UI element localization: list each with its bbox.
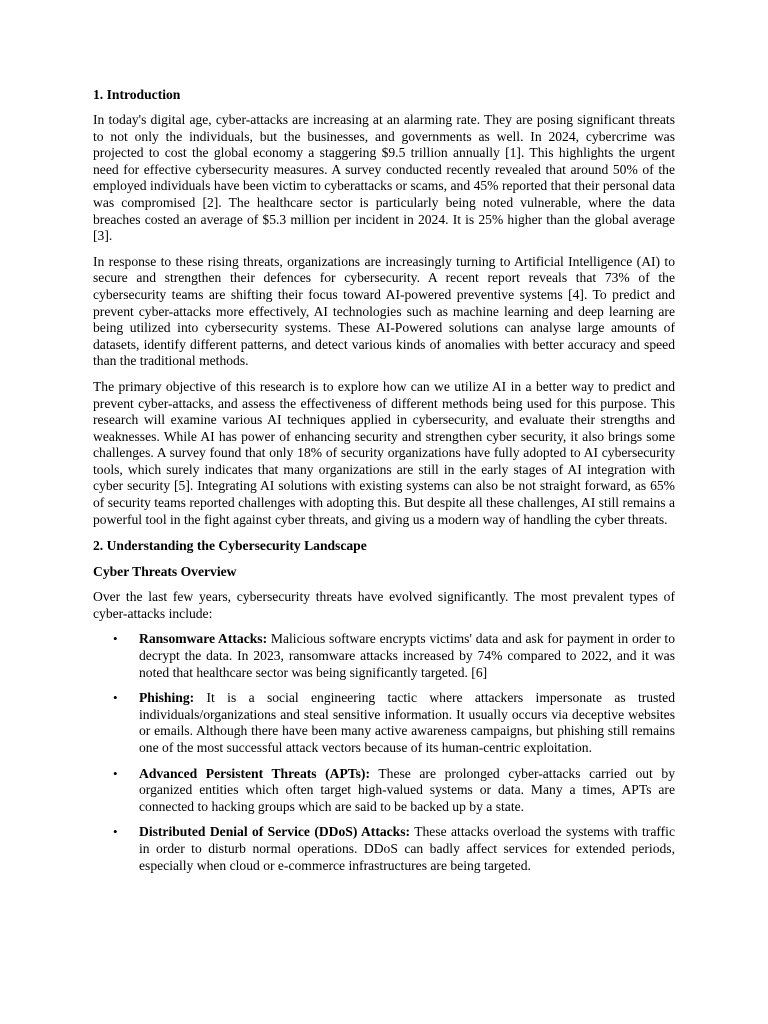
threats-list — [93, 631, 675, 874]
section-heading-landscape: 2. Understanding the Cybersecurity Landscape — [93, 538, 367, 554]
list-item-text: These are prolonged cyber-attacks carried out by organized entities which often target high-valued systems or data. Many a times, APTs are connected to hacking groups which are said to be backed up by a state. — [139, 765, 676, 814]
bullet-icon: • — [113, 765, 118, 781]
list-item-term: Ransomware Attacks: — [139, 631, 268, 647]
list-item-apts — [93, 766, 675, 816]
subheading-cyber-threats-overview: Cyber Threats Overview — [93, 564, 237, 580]
intro-paragraph-1: In today's digital age, cyber-attacks are increasing at an alarming rate. They are posing significant threats to not only the individuals, but the businesses, and governments as well. In 2024, cybercrime was projected to cost the global economy a staggering $9.5 trillion annually [1]. This highlights the urgent need for effective cybersecurity measures. A survey conducted recently revealed that around 50% of the employed individuals have been victim to cyberattacks or scams, and 45% reported that their personal data was compromised [2]. The healthcare sector is particularly being noted vulnerable, where the data breaches costed an average of $5.3 million per incident in 2024. It is 25% higher than the global average [3]. — [93, 112, 675, 244]
bullet-icon: • — [113, 824, 118, 840]
list-item-term: Phishing: — [139, 690, 195, 706]
list-item-text: These attacks overload the systems with traffic in order to disturb normal operations. DDoS can badly affect services for extended periods, especially when cloud or e-commerce infrastructures are being targeted. — [139, 824, 675, 873]
list-item-term: Distributed Denial of Service (DDoS) Attacks: — [139, 824, 411, 840]
list-item-ddos — [93, 824, 675, 874]
section-heading-introduction: 1. Introduction — [93, 87, 181, 102]
list-item-term: Advanced Persistent Threats (APTs): — [139, 765, 370, 781]
list-item-phishing — [93, 690, 675, 756]
list-item-ransomware — [93, 631, 675, 681]
list-item-text: It is a social engineering tactic where attackers impersonate as trusted individuals/organizations and steal sensitive information. It usually occurs via deceptive websites or emails. Although there have been many active awareness campaigns, but phishing still remains one of the most successful attack vectors because of its human-centric exploitation. — [139, 690, 675, 755]
list-item-text: Malicious software encrypts victims' data and ask for payment in order to decrypt the data. In 2023, ransomware attacks increased by 74% compared to 2022, and it was noted that healthcare sector was being significantly targeted. [6] — [139, 631, 675, 680]
threats-intro-paragraph: Over the last few years, cybersecurity threats have evolved significantly. The most prevalent types of cyber-attacks include: — [93, 589, 675, 621]
bullet-icon: • — [113, 631, 118, 647]
intro-paragraph-2: In response to these rising threats, organizations are increasingly turning to Artificial Intelligence (AI) to secure and strengthen their defences for cybersecurity. A recent report reveals that 73% of the cybersecurity teams are shifting their focus toward AI-powered preventive systems [4]. To predict and prevent cyber-attacks more effectively, AI technologies such as machine learning and deep learning are being utilized into cybersecurity systems. These AI-Powered solutions can analyse large amounts of datasets, identify different patterns, and detect various kinds of anomalies with better accuracy and speed than the traditional methods. — [93, 253, 675, 369]
bullet-icon: • — [113, 690, 118, 706]
intro-paragraph-3: The primary objective of this research is to explore how can we utilize AI in a better way to predict and prevent cyber-attacks, and assess the effectiveness of different methods being used for this purpose. This research will examine various AI techniques applied in cybersecurity, and evaluate their strengths and weaknesses. While AI has power of enhancing security and strengthen cyber security, it also brings some challenges. A survey found that only 18% of security organizations have fully adopted to AI cybersecurity tools, which surely indicates that many organizations are still in the early stages of AI integration with cyber security [5]. Integrating AI solutions with existing systems can also be not straight forward, as 65% of security teams reported challenges with adopting this. But despite all these challenges, AI still remains a powerful tool in the fight against cyber threats, and giving us a modern way of handling the cyber threats. — [93, 378, 675, 527]
